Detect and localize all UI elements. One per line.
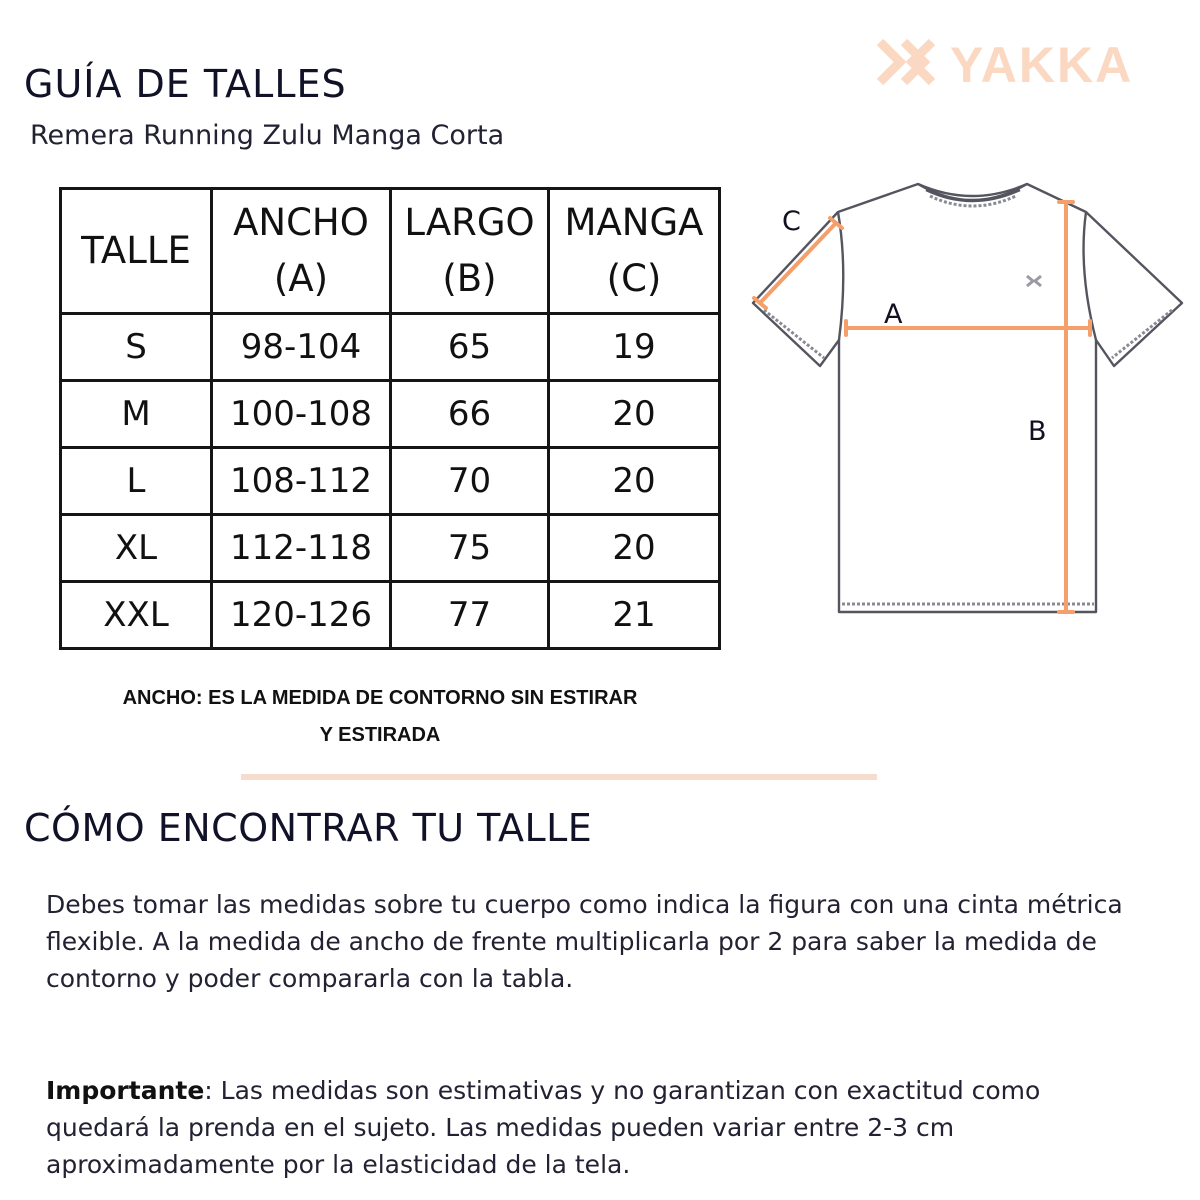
ancho-note xyxy=(60,680,700,754)
cell-manga: 20 xyxy=(549,448,720,515)
section-divider xyxy=(241,774,877,780)
how-to-title: CÓMO ENCONTRAR TU TALLE xyxy=(24,806,593,850)
tshirt-outline-icon xyxy=(753,184,1182,612)
header-manga: MANGA (C) xyxy=(549,189,720,314)
cell-ancho: 112-118 xyxy=(212,515,391,582)
cell-manga: 19 xyxy=(549,314,720,381)
how-to-paragraph: Debes tomar las medidas sobre tu cuerpo como indica la figura con una cinta métrica flexible. A la medida de ancho de frente multiplicarla por 2 para saber la medida de contorno y poder compararla con la tabla. xyxy=(46,890,1123,993)
label-a: A xyxy=(884,299,903,330)
label-b: B xyxy=(1028,416,1047,447)
table-header-row xyxy=(61,189,720,314)
product-subtitle: Remera Running Zulu Manga Corta xyxy=(30,120,505,151)
page-title: GUÍA DE TALLES xyxy=(24,62,347,106)
cell-talle: L xyxy=(61,448,212,515)
table-row xyxy=(61,381,720,448)
cell-largo: 66 xyxy=(391,381,549,448)
cell-manga: 20 xyxy=(549,381,720,448)
table-row xyxy=(61,314,720,381)
cell-largo: 70 xyxy=(391,448,549,515)
important-text: : Las medidas son estimativas y no garantizan con exactitud como quedará la prenda en el sujeto. Las medidas pueden variar entre 2-3 cm aproximadamente por la elasticidad de la tela. xyxy=(46,1076,1041,1179)
important-paragraph xyxy=(46,1072,1136,1183)
cell-ancho: 120-126 xyxy=(212,582,391,649)
ancho-note-line2: Y ESTIRADA xyxy=(319,724,441,746)
cell-talle: XXL xyxy=(61,582,212,649)
header-largo: LARGO (B) xyxy=(391,189,549,314)
cell-largo: 77 xyxy=(391,582,549,649)
header-talle: TALLE xyxy=(61,189,212,314)
size-table xyxy=(59,187,721,650)
table-row xyxy=(61,515,720,582)
important-label: Importante xyxy=(46,1076,205,1105)
ancho-note-line1: ANCHO: ES LA MEDIDA DE CONTORNO SIN ESTIRAR xyxy=(122,687,638,709)
header-ancho: ANCHO (A) xyxy=(212,189,391,314)
cell-manga: 21 xyxy=(549,582,720,649)
cell-manga: 20 xyxy=(549,515,720,582)
brand-logo-text: YAKKA xyxy=(950,37,1134,88)
table-row xyxy=(61,448,720,515)
label-c: C xyxy=(782,206,801,237)
cell-largo: 75 xyxy=(391,515,549,582)
cell-ancho: 108-112 xyxy=(212,448,391,515)
cell-talle: S xyxy=(61,314,212,381)
tshirt-diagram xyxy=(740,170,1200,650)
table-row xyxy=(61,582,720,649)
brand-x-icon xyxy=(880,42,932,82)
cell-largo: 65 xyxy=(391,314,549,381)
cell-ancho: 100-108 xyxy=(212,381,391,448)
cell-ancho: 98-104 xyxy=(212,314,391,381)
cell-talle: M xyxy=(61,381,212,448)
cell-talle: XL xyxy=(61,515,212,582)
brand-logo xyxy=(876,36,1168,88)
